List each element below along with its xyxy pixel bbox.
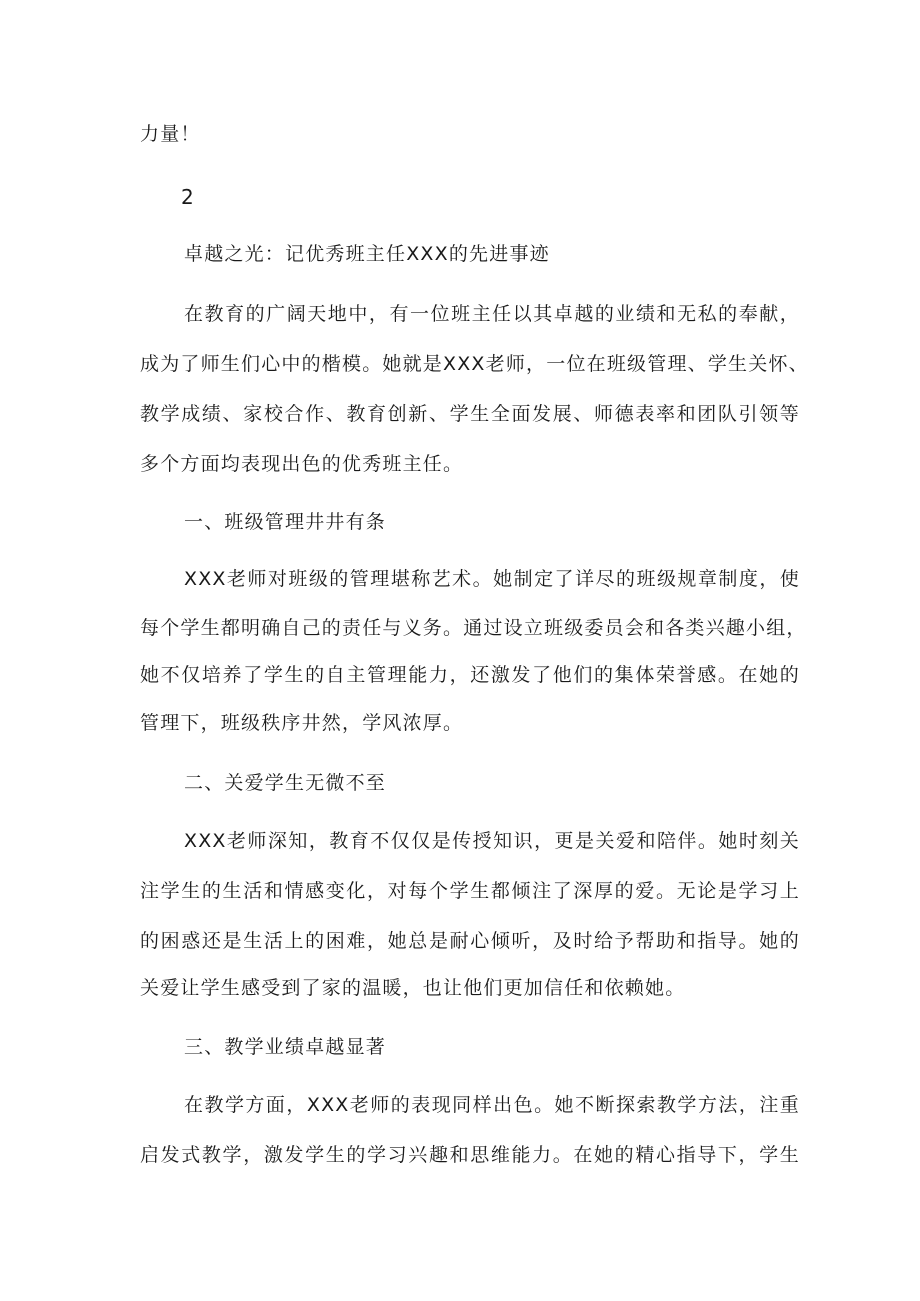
intro-line: 教学成绩、家校合作、教育创新、学生全面发展、师德表率和团队引领等 — [140, 403, 800, 425]
para-2-line: 关爱让学生感受到了家的温暖，也让他们更加信任和依赖她。 — [140, 977, 686, 999]
intro-line: 在教育的广阔天地中，有一位班主任以其卓越的业绩和无私的奉献， — [184, 303, 800, 325]
section-heading-1: 一、班级管理井井有条 — [184, 511, 387, 533]
para-3-line: 启发式教学，激发学生的学习兴趣和思维能力。在她的精心指导下，学生 — [140, 1144, 800, 1166]
para-1-line: 她不仅培养了学生的自主管理能力，还激发了他们的集体荣誉感。在她的 — [140, 664, 800, 686]
top-fragment: 力量！ — [140, 123, 201, 145]
para-3-line: 在教学方面，XXX老师的表现同样出色。她不断探索教学方法，注重 — [184, 1094, 800, 1116]
section-heading-3: 三、教学业绩卓越显著 — [184, 1036, 387, 1058]
para-1-line: 管理下，班级秩序井然，学风浓厚。 — [140, 712, 464, 734]
para-2-line: 注学生的生活和情感变化，对每个学生都倾注了深厚的爱。无论是学习上 — [140, 880, 800, 902]
section-heading-2: 二、关爱学生无微不至 — [184, 772, 387, 794]
intro-line: 成为了师生们心中的楷模。她就是XXX老师，一位在班级管理、学生关怀、 — [140, 353, 809, 375]
document-title: 卓越之光：记优秀班主任XXX的先进事迹 — [184, 243, 550, 265]
intro-line: 多个方面均表现出色的优秀班主任。 — [140, 453, 464, 475]
para-2-line: 的困惑还是生活上的困难，她总是耐心倾听，及时给予帮助和指导。她的 — [140, 930, 800, 952]
para-2-line: XXX老师深知，教育不仅仅是传授知识，更是关爱和陪伴。她时刻关 — [184, 830, 800, 852]
section-number: 2 — [181, 185, 194, 209]
para-1-line: 每个学生都明确自己的责任与义务。通过设立班级委员会和各类兴趣小组， — [140, 617, 807, 639]
para-1-line: XXX老师对班级的管理堪称艺术。她制定了详尽的班级规章制度，使 — [184, 568, 800, 590]
